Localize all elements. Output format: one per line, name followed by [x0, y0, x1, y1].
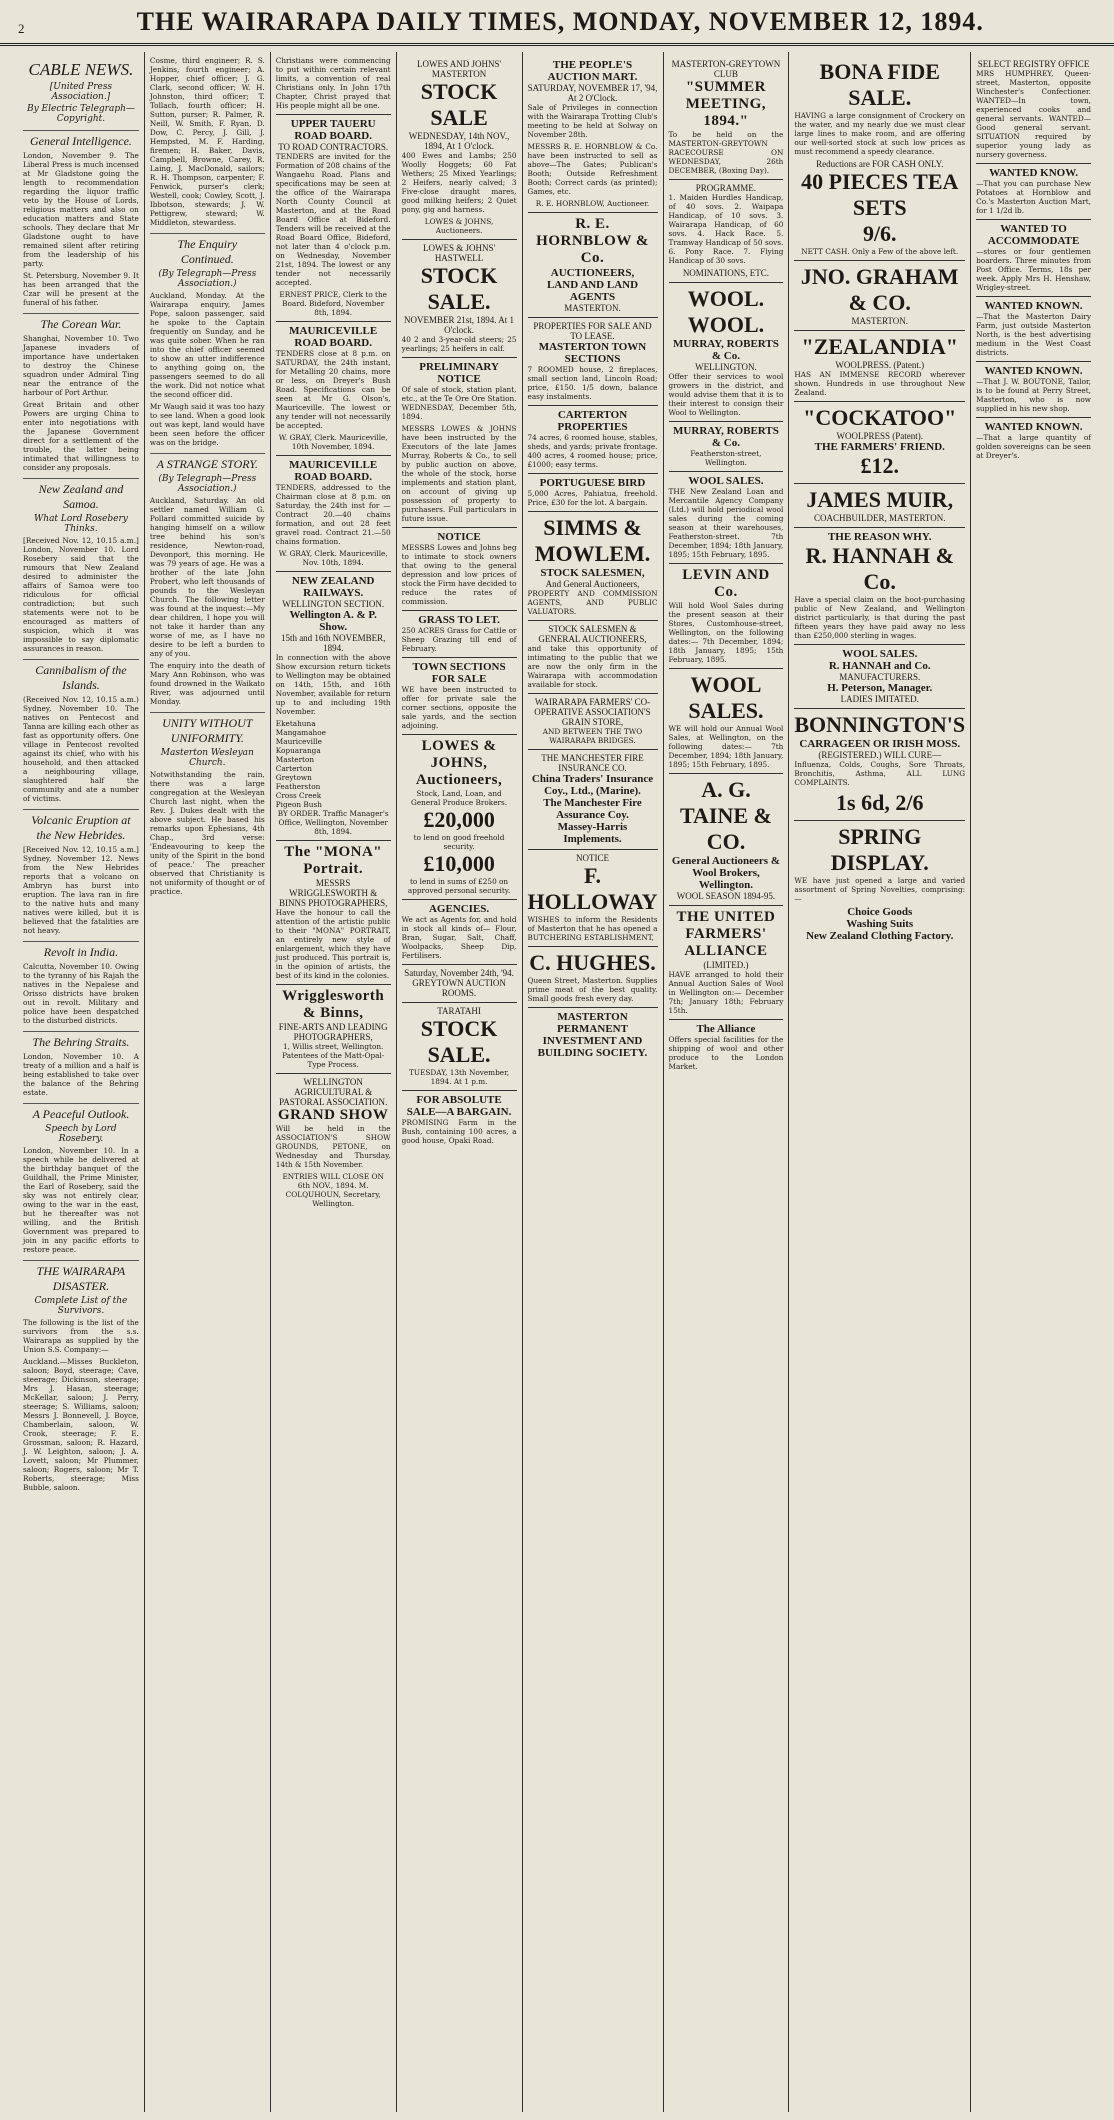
section-heading: A Peaceful Outlook.: [23, 1103, 139, 1122]
article-text: Auckland, Saturday. An old settler named William G. Pollard committed suicide by hanging himself on a willow tree behind his son's residence, Newton-road, Devonport, this morning. He was 79 years of age. He was a brother of the late John Probert, who left thousands of pounds to the Wesleyan Church. The following letter was found at the inquest:—My dear children, I hope you will not take it harder than any worse of me, as I have no desire to be left a burden to any of you.: [149, 496, 265, 658]
ad-text: Influenza, Colds, Coughs, Sore Throats, Bronchitis, Asthma, ALL LUNG COMPLAINTS.: [794, 760, 966, 787]
ad-heading: MAURICEVILLE ROAD BOARD.: [289, 325, 378, 349]
advertisement: [669, 282, 784, 417]
ad-subheading: WOOLPRESS. (Patent.): [835, 360, 925, 370]
advertisement: [528, 620, 658, 689]
ad-text: 250 ACRES Grass for Cattle or Sheep Grazing till end of February.: [401, 626, 517, 653]
ad-heading: WOOL SALES.: [688, 475, 764, 487]
article-text: Auckland, Monday. At the Wairarapa enquiry, James Pope, saloon passenger, said he spoke to the Captain frequently on Sunday, and he was quite sober. When he ran into the chief officer seemed to show an utter indifference to anything going on, the passengers seemed to do all the work. Did not notice what the second officer did.: [149, 291, 265, 399]
advertisement: [669, 421, 784, 467]
advertisement: [794, 483, 965, 523]
ad-subheading: COACHBUILDER, MASTERTON.: [813, 513, 946, 523]
advertisement: [402, 56, 517, 235]
article-text: Christians were commencing to put within certain relevant limits, a convention of real Christians only. In John 17th Chapter, Christ prayed that His people might all be one.: [275, 56, 391, 110]
section-heading: Cannibalism of the Islands.: [23, 659, 139, 693]
ad-text: —That the Masterton Dairy Farm, just outside Masterton North, is the best advertising medium in the West Coast districts.: [976, 312, 1091, 357]
ad-heading: Choice Goods: [847, 906, 913, 918]
article-text: The following is the list of the survivors from the s.s. Wairarapa as supplied by the Union S.S. Company:—: [23, 1318, 139, 1354]
column-5: [522, 52, 663, 2112]
ad-heading: THE REASON WHY.: [827, 531, 932, 543]
advertisement: [669, 563, 784, 664]
advertisement: [528, 212, 658, 313]
ad-heading: THE UNITED FARMERS' ALLIANCE: [676, 909, 776, 959]
ad-subheading: LADIES IMITATED.: [840, 694, 919, 704]
ad-text: HAS AN IMMENSE RECORD wherever shown. Hundreds in use throughout New Zealand.: [794, 370, 966, 397]
article-text: Cosme, third engineer; R. S. Jenkins, fourth engineer; A. Hopper, chief officer; J. G. Clark, second officer; W. H. Johnston, third officer; T. Tollach, fourth officer; H. Sutton, purser; R. Palmer, R. Neill, W. Smith, F. Ryan, D. Dow, C. Percy, J. Gill, J. Hempsted, M. F. Harding, firemen; H. Baker, Davis, Campbell, Browne, Carey, R. Laing, J. MacDonald, sailors; R. H. Thompson, carpenter; F. Fenwick, purser's clerk; Westell, cook; Cowley, Scott, J. Ibbotson, stewards; J. W. Pettigrew, steward; W. Middleton, stewardess.: [149, 56, 265, 227]
ad-subheading: MESSRS WRIGGLESWORTH & BINNS PHOTOGRAPHERS,: [279, 878, 388, 908]
advertisement: [402, 239, 517, 353]
ad-heading: GRAND SHOW: [277, 1107, 389, 1123]
section-subheading: Speech by Lord Rosebery.: [45, 1124, 117, 1144]
columns: [18, 52, 1096, 2112]
ad-heading: NOTICE: [437, 531, 481, 543]
advertisement: [402, 1090, 517, 1145]
ad-headline: C. HUGHES.: [529, 950, 656, 975]
ad-text: 5,000 Acres, Pahiatua, freehold. Price, £30 for the lot. A bargain.: [527, 489, 658, 507]
advertisement: [669, 471, 784, 559]
ad-text: TENDERS, addressed to the Chairman close at 8 p.m. on Saturday, the 24th inst for — Contract 20.—40 chains formation, and out 28 feet gravel road. Contract 21.—50 chains formation.: [275, 483, 391, 546]
advertisement: [276, 1073, 391, 1208]
ad-signature: LOWES & JOHNS, Auctioneers.: [424, 217, 494, 235]
advertisement: [669, 773, 784, 901]
article-text: (Received Nov. 12, 10.15 a.m.) Sydney, November 10. The natives on Pentecost and Tanna are killing each other as fast as opportunity offers. One village in Pentecost revolted against its chief, who with his household, and then attacked a neighbouring village, slaughtered half the community and ate a number of victims.: [23, 695, 139, 803]
ad-signature: R. E. HORNBLOW, Auctioneer.: [535, 199, 650, 208]
section-heading: The Behring Straits.: [23, 1031, 139, 1050]
section-heading: THE WAIRARAPA DISASTER.: [23, 1260, 139, 1294]
ad-headline: A. G. TAINE & CO.: [679, 777, 772, 854]
column-6: [663, 52, 789, 2112]
advertisement: [528, 317, 658, 401]
advertisement: [794, 644, 965, 704]
advertisement: [794, 820, 965, 942]
station-row: Mangamahoe: [275, 728, 326, 737]
article-text: Auckland.—Misses Buckleton, saloon; Boyd, steerage; Cave, steerage; Dickinson, steerage; Mrs J. Hasan, steerage; McKellar, saloon; J. Perry, steerage; S. Williams, saloon; Messrs J. Bonnevell, J. Boyce, Chamberlain, saloon, W. Crook, steerage; F. E. Grossman, saloon; R. Hazard, J. W. Leighton, saloon; J. A. Lovett, saloon; Mr Plummer, saloon; Rogers, saloon; Mr T. Roberts, steerage; Miss Bubble, saloon.: [23, 1357, 139, 1492]
ad-headline: SPRING DISPLAY.: [830, 824, 929, 875]
ad-text: —That a large quantity of golden sovereigns can be seen at Dreyer's.: [976, 433, 1091, 460]
ad-headline: STOCK SALE.: [420, 263, 498, 314]
article-text: London, November 9. The Liberal Press is much incensed at Mr Gladstone going the length to recommendation regarding the liquor traffic veto by the House of Lords, religious matters and also on education matters and State schools. They declare that Mr Gladstone ought to have remained silent after retiring from the leadership of his party.: [23, 151, 139, 268]
ad-text: Offers special facilities for the shipping of wool and other produce to the London Market.: [668, 1035, 784, 1071]
ad-headline: WOOL SALES.: [688, 672, 764, 723]
article-text: Mr Waugh said it was too hazy to see land. When a good look out was kept, land would have been seen before the officer was on the bridge.: [149, 402, 265, 447]
ad-text: Will hold Wool Sales during the present season at their Stores, Customhouse-street, Wellington, on the following dates:— 7th December, 1894; 18th January, 1895; 15th February, 1895.: [668, 601, 784, 664]
column-7: [788, 52, 970, 2112]
ad-subheading: PROPERTIES FOR SALE AND TO LEASE.: [533, 321, 652, 341]
ad-subheading: MASTERTON.: [564, 303, 621, 313]
ad-heading: MASTERTON TOWN SECTIONS: [538, 341, 647, 365]
ad-heading: CARRAGEEN OR IRISH MOSS.: [799, 738, 961, 750]
article-text: Great Britain and other Powers are urging China to enter into negotiations with the Japanese Government direct for a settlement of the trouble, the latter being intimated that willingness to consider any proposals.: [23, 400, 139, 472]
ad-price: 9/6.: [862, 221, 897, 246]
ad-heading: STOCK SALESMEN,: [540, 567, 645, 579]
ad-text: PROPERTY AND COMMISSION AGENTS, AND PUBLIC VALUATORS.: [527, 589, 658, 616]
advertisement: [402, 610, 517, 653]
ad-text: 74 acres, 6 roomed house, stables, sheds, and yards; private frontage. 400 acres, 4 roomed house; price, £1000; easy terms.: [527, 433, 658, 469]
ad-headline: STOCK SALE: [420, 79, 498, 130]
ad-subheading: NOVEMBER 21st, 1894. At 1 O'clock.: [404, 315, 515, 335]
ad-headline: 40 PIECES TEA SETS: [801, 169, 959, 220]
ad-subheading: STOCK SALESMEN & GENERAL AUCTIONEERS,: [538, 624, 647, 644]
ad-subheading: LOWES AND JOHNS': [417, 59, 502, 69]
advertisement: [976, 417, 1091, 460]
advertisement: [669, 179, 784, 278]
ad-text: —That you can purchase New Potatoes at Hornblow and Co.'s Masterton Auction Mart, for 1 1/2d lb.: [976, 179, 1091, 215]
section-subheading: Complete List of the Survivors.: [34, 1296, 128, 1316]
ad-heading: R. E. HORNBLOW & Co.: [536, 216, 649, 266]
ad-heading: TOWN SECTIONS FOR SALE: [412, 661, 506, 685]
page-number: 2: [18, 21, 25, 36]
press-credit: (By Telegraph—Press Association.): [158, 269, 257, 289]
section-heading: UNITY WITHOUT UNIFORMITY.: [150, 712, 265, 746]
ad-heading: New Zealand Clothing Factory.: [806, 930, 954, 942]
ad-heading: THE FARMERS' FRIEND.: [814, 441, 945, 453]
ad-text: TUESDAY, 13th November, 1894. At 1 p.m.: [409, 1068, 510, 1086]
ad-headline: JNO. GRAHAM & CO.: [800, 264, 959, 315]
advertisement: [976, 163, 1091, 215]
ad-heading: MASTERTON PERMANENT INVESTMENT AND BUILDING SOCIETY.: [537, 1011, 648, 1059]
column-8: [970, 52, 1096, 2112]
ad-heading: Washing Suits: [846, 918, 914, 930]
ad-subheading: FINE-ARTS AND LEADING PHOTOGRAPHERS,: [278, 1022, 388, 1042]
article-text: Shanghai, November 10. Two Japanese invaders of importance have undertaken to destroy the Chinese squadron under Admiral Ting near the entrance of the harbour of Port Arthur.: [23, 334, 139, 397]
ad-text: MESSRS LOWES & JOHNS have been instructed by the Executors of the late James Murray, Roberts & Co., to sell by public auction on above, the whole of the stock, horse implements and station plant, on account of giving up possession of property to purchasers. Full particulars in future issue.: [401, 424, 517, 523]
section-heading: Revolt in India.: [23, 941, 139, 960]
advertisement: [276, 321, 391, 451]
ad-heading: LAND AND LAND AGENTS: [546, 279, 639, 303]
ad-subheading: NOTICE: [576, 853, 609, 863]
ad-subheading: 15th and 16th NOVEMBER, 1894.: [280, 633, 386, 653]
section-heading: The Enquiry Continued.: [150, 233, 265, 267]
ad-subheading: WOOLPRESS (Patent).: [836, 431, 923, 441]
column-1: [18, 52, 144, 2112]
advertisement: [976, 361, 1091, 413]
advertisement: [794, 708, 965, 816]
column-2: [144, 52, 270, 2112]
station-list: [276, 719, 391, 809]
ad-text: Stock, Land, Loan, and General Produce Brokers.: [411, 789, 508, 807]
article-text: London, November 10. A treaty of a million and a half is being established to take over the balance of the Behring estate.: [23, 1052, 139, 1097]
station-row: Featherston: [275, 782, 321, 791]
advertisement: [402, 357, 517, 523]
ad-text: Will be held in the ASSOCIATION'S SHOW GROUNDS, PETONE, on Wednesday and Thursday, 14th & 15th November.: [275, 1124, 391, 1169]
ad-subheading: SELECT REGISTRY OFFICE: [977, 59, 1090, 69]
station-row: Greytown: [275, 773, 312, 782]
ad-text: 400 Ewes and Lambs; 250 Woolly Hoggets; 60 Fat Wethers; 25 Mixed Yearlings; 2 Heifers, nearly calved; 3 Five-close draught mares, good milking heifers; 2 Quiet pony, gig and harness.: [401, 151, 517, 214]
article-text: London, November 10. In a speech while he delivered at the birthday banquet of the Guildhall, the Prime Minister, the Earl of Rosebery, said the sky was not entirely clear, owing to the war in the east, but he thereafter was not willing, and the British Government was prepared to join in any pacific efforts to restore peace.: [23, 1146, 139, 1254]
ad-heading: General Auctioneers & Wool Brokers, Wellington.: [671, 855, 781, 891]
ad-text: —That J. W. BOUTONE, Tailor, is to be found at Perry Street, Masterton, who is now supplied in his new shop.: [976, 377, 1091, 413]
section-heading: General Intelligence.: [23, 130, 139, 149]
ad-heading: WANTED KNOWN.: [984, 365, 1083, 377]
ad-text: and take this opportunity of intimating to the public that we are now the only firm in the Wairarapa with accommodation available for stock.: [527, 644, 658, 689]
ad-heading: CARTERTON PROPERTIES: [557, 409, 628, 433]
ad-subheading: MASTERTON-GREYTOWN CLUB: [671, 59, 781, 79]
ad-heading: PRELIMINARY NOTICE: [419, 361, 499, 385]
column-4: [396, 52, 522, 2112]
press-credit: [United Press Association.]: [49, 82, 113, 102]
advertisement: [669, 56, 784, 175]
ad-subheading: TARATAHI: [437, 1006, 481, 1016]
ad-subheading: SATURDAY, NOVEMBER 17, '94, At 2 O'Clock.: [527, 83, 658, 103]
ad-text: TENDERS close at 8 p.m. on SATURDAY, the 24th instant, for Metalling 20 chains, more or less, on Dreyer's Bush Road. Specifications can be seen at Mr G. Olson's, Mauriceville. The lowest or any tender will not necessarily be accepted.: [275, 349, 391, 430]
ad-subheading: THE MANCHESTER FIRE INSURANCE CO.: [541, 753, 644, 773]
ad-subheading: And General Auctioneers,: [545, 579, 640, 589]
advertisement: [669, 668, 784, 769]
ad-headline: "ZEALANDIA": [801, 334, 958, 359]
advertisement: [794, 401, 965, 479]
ad-heading: WOOL SALES.: [842, 648, 918, 660]
ad-signature: BY ORDER. Traffic Manager's Office, Wellington, November 8th, 1894.: [277, 809, 389, 836]
ad-text: PROMISING Farm in the Bush, containing 100 acres, a good house, Opaki Road.: [401, 1118, 517, 1145]
ad-text: Queen Street, Masterton. Supplies prime meat of the best quality. Small goods fresh every day.: [527, 976, 658, 1003]
ad-subheading: WELLINGTON.: [695, 362, 757, 372]
advertisement: [402, 734, 517, 895]
article-text: [Received Nov. 12, 10.15 a.m.] Sydney, November 12. News from the New Hebrides reports that a volcano on Ambryn has burst into eruption. The lava ran in fire to the native huts and many natives were killed, but it is believed that the fatalities are not heavy.: [23, 845, 139, 935]
ad-headline: £10,000: [423, 851, 495, 876]
ad-text: WISHES to inform the Residents of Masterton that he has opened a BUTCHERING ESTABLISHMENT,: [527, 915, 658, 942]
ad-text: Featherston-street, Wellington.: [690, 449, 762, 467]
article-text: The enquiry into the death of Mary Ann Robinson, who was found drowned in the Waikato River, was adjourned until Monday.: [149, 661, 265, 706]
advertisement: [528, 749, 658, 845]
ad-heading: NEW ZEALAND RAILWAYS.: [291, 575, 375, 599]
ad-heading: UPPER TAUERU ROAD BOARD.: [290, 118, 376, 142]
ad-text: Sale of Privileges in connection with the Wairarapa Trotting Club's meeting to be held at Solway on November 28th.: [527, 103, 658, 139]
ad-text: WE will hold our Annual Wool Sales, at Wellington, on the following dates:— 7th December, 1894; 18th January, 1895; 15th February, 1895.: [668, 724, 784, 769]
advertisement: [276, 840, 391, 980]
ad-heading: The Alliance: [696, 1023, 756, 1035]
section-subheading: Masterton Wesleyan Church.: [160, 748, 254, 768]
ad-text: THE New Zealand Loan and Mercantile Agency Company (Ltd.) will hold periodical wool sales during the coming season at their warehouses, Featherston-street. 7th December, 1894; 18th January, 1895; 15th February, 1895.: [668, 487, 784, 559]
railway-advertisement: [276, 571, 391, 836]
press-credit: (By Telegraph—Press Association.): [158, 474, 257, 494]
section-heading: The Corean War.: [23, 313, 139, 332]
ad-heading: AGENCIES.: [428, 903, 490, 915]
ad-subheading: PROGRAMME.: [695, 183, 757, 193]
advertisement: [276, 114, 391, 317]
ad-headline: WOOL. WOOL.: [687, 286, 765, 337]
ad-subheading: Reductions are FOR CASH ONLY.: [816, 159, 944, 169]
ad-heading: Wrigglesworth & Binns,: [282, 988, 385, 1021]
ad-headline: R. HANNAH & Co.: [805, 543, 954, 594]
ad-signature: W. GRAY, Clerk. Mauriceville, 10th November, 1894.: [278, 433, 388, 451]
ad-subheading: WELLINGTON AGRICULTURAL & PASTORAL ASSOCIATION.: [279, 1077, 388, 1107]
article-text: Calcutta, November 10. Owing to the tyranny of his Rajah the natives in the Nepalese and Orisso districts have broken out in revolt. Military and police have been despatched to the disturbed districts.: [23, 962, 139, 1025]
ad-heading: Wellington A. & P. Show.: [289, 609, 377, 633]
advertisement: [402, 657, 517, 730]
ad-text: HAVE arranged to hold their Annual Auction Sales of Wool in Wellington on:— December 7th; January 18th; February 15th.: [668, 970, 784, 1015]
ad-subheading: MANUFACTURERS.: [839, 672, 921, 682]
ad-text: to lend in sums of £250 on approved personal security.: [407, 877, 511, 895]
ad-subheading: LOWES & JOHNS' HASTWELL: [423, 243, 496, 263]
ad-text: to lend on good freehold security.: [413, 833, 505, 851]
ad-heading: GRASS TO LET.: [418, 614, 500, 626]
article-text: St. Petersburg, November 9. It has been arranged that the Czar will be present at the funeral of his father.: [23, 271, 139, 307]
ad-heading: AUCTIONEERS,: [550, 267, 635, 279]
ad-text: To be held on the MASTERTON-GREYTOWN RACECOURSE ON WEDNESDAY, 26th DECEMBER, (Boxing Day).: [668, 130, 784, 175]
ad-heading: R. HANNAH and Co.: [828, 660, 931, 672]
ad-heading: FOR ABSOLUTE SALE—A BARGAIN.: [406, 1094, 512, 1118]
ad-heading: WANTED TO ACCOMMODATE: [987, 223, 1080, 247]
section-heading: Volcanic Eruption at the New Hebrides.: [23, 809, 139, 843]
ad-text: Offer their services to wool growers in the district, and would advise them that it is to their interest to consign their Wool to Wellington.: [668, 372, 784, 417]
masthead: [0, 0, 1114, 46]
ad-subheading: NOMINATIONS, ETC.: [682, 268, 770, 278]
ad-subheading: WOOL SEASON 1894-95.: [676, 891, 776, 901]
advertisement: [976, 219, 1091, 292]
section-heading: New Zealand and Samoa.: [23, 478, 139, 512]
ad-headline: SIMMS & MOWLEM.: [534, 515, 651, 566]
advertisement: [794, 527, 965, 640]
ad-heading: WANTED KNOWN.: [984, 300, 1083, 312]
ad-heading: WANTED KNOW.: [989, 167, 1078, 179]
advertisement: [669, 905, 784, 1015]
advertisement: [976, 296, 1091, 357]
ad-subheading: MASTERTON.: [851, 316, 909, 326]
ad-subheading: Saturday, November 24th, '94. GREYTOWN AUCTION ROOMS.: [404, 968, 514, 998]
ad-text: NETT CASH. Only a Few of the above left.: [801, 247, 959, 256]
station-row: Eketahuna: [275, 719, 316, 728]
station-row: Masterton: [275, 755, 315, 764]
column-3: [270, 52, 396, 2112]
ad-headline: BONA FIDE SALE.: [819, 59, 940, 110]
station-row: Mauriceville: [275, 737, 322, 746]
ad-signature: ERNEST PRICE, Clerk to the Board. Bideford, November 8th, 1894.: [279, 290, 387, 317]
ad-subheading: (LIMITED.): [703, 960, 749, 970]
section-subheading: What Lord Rosebery Thinks.: [34, 514, 128, 534]
ad-text: 1, Willis street, Wellington. Patentees of the Matt-Opal-Type Process.: [282, 1042, 385, 1069]
ad-price: £12.: [860, 453, 899, 478]
ad-heading: MURRAY, ROBERTS & Co.: [673, 338, 779, 362]
ad-heading: MURRAY, ROBERTS & Co.: [673, 425, 779, 449]
ad-text: 40 2 and 3-year-old steers; 25 yearlings; 25 heifers in calf.: [401, 335, 517, 353]
advertisement: [276, 455, 391, 567]
ad-heading: MAURICEVILLE ROAD BOARD.: [289, 459, 378, 483]
ad-price: 1s 6d, 2/6: [836, 790, 924, 815]
advertisement: [528, 511, 658, 616]
advertisement: [794, 330, 965, 397]
article-text: Notwithstanding the rain, there was a large congregation at the Wesleyan Church last night, when the Rev. J. Dukes dealt with the above subject. He based his remarks upon Ephesians, 4th Chap., 3rd verse: 'Endeavouring to keep the unity of the Spirit in the bond of peace.' The preacher observed that Christianity is not uniformity of thought or of practice.: [149, 770, 265, 896]
ad-text: WE have just opened a large and varied assortment of Spring Novelties, comprising:—: [794, 876, 966, 903]
article-text: [Received Nov. 12, 10.15 a.m.] London, November 10. Lord Rosebery said that the rumours that New Zealand desired to administer the affairs of Samoa were too ridiculous for official contradiction; but such statements were not to be encouraged as matters of suspicion, which it was impossible to say diplomatic assurances in reason.: [23, 536, 139, 653]
ad-headline: STOCK SALE.: [420, 1016, 498, 1067]
ad-subheading: WELLINGTON SECTION.: [282, 599, 385, 609]
ad-subheading: MASTERTON: [431, 69, 487, 79]
ad-heading: Massey-Harris Implements.: [557, 821, 628, 845]
advertisement: [528, 56, 658, 208]
ad-heading: The Manchester Fire Assurance Coy.: [543, 797, 642, 821]
ad-heading: H. Peterson, Manager.: [827, 682, 933, 694]
ad-headline: BONNINGTON'S: [794, 712, 966, 737]
newspaper-title: THE WAIRARAPA DAILY TIMES, MONDAY, NOVEMBER 12, 1894.: [136, 7, 984, 36]
advertisement: [669, 1019, 784, 1071]
ad-heading: THE PEOPLE'S AUCTION MART.: [547, 59, 638, 83]
ad-text: 1. Maiden Hurdles Handicap, of 40 sovs. 2. Waipapa Handicap, of 10 sovs. 3. Wairarapa Handicap, of 60 sovs. 4. Hack Race. 5. Tramway Handicap of 50 sovs. 6. Pony Race. 7. Flying Handicap of 30 sovs.: [668, 193, 784, 265]
advertisement: [276, 984, 391, 1069]
ad-headline: F. HOLLOWAY: [527, 863, 658, 914]
ad-text: 7 ROOMED house, 2 fireplaces, small section land, Lincoln Road; price, £150. 1/5 down, balance easy instalments.: [527, 365, 658, 401]
advertisement: [528, 473, 658, 507]
ad-text: WE have been instructed to offer for private sale the corner sections, opposite the sale yards, and the section adjoining.: [401, 685, 517, 730]
ad-subheading: WAIRARAPA FARMERS' CO-OPERATIVE ASSOCIATION'S GRAIN STORE,: [534, 697, 651, 727]
ad-headline: £20,000: [423, 807, 495, 832]
ad-subheading: TO ROAD CONTRACTORS.: [278, 142, 389, 152]
ad-text: Of sale of stock, station plant, etc., at the Te Ore Ore Station. WEDNESDAY, December 5th, 1894.: [401, 385, 517, 421]
ad-text: MRS HUMPHREY, Queen-street, Masterton, opposite Winchester's Confectioner. WANTED—In town, experienced cooks and general servants. WANTED—Good general servant. SITUATION required by superior young lady as nursery governess.: [976, 69, 1091, 159]
ad-heading: LOWES & JOHNS, Auctioneers,: [415, 738, 503, 788]
ad-headline: JAMES MUIR,: [806, 487, 954, 512]
advertisement: [528, 1007, 658, 1059]
ad-headline: "COCKATOO": [803, 405, 957, 430]
ad-subheading: (REGISTERED.) WILL CURE—: [818, 750, 942, 760]
advertisement: [528, 849, 658, 942]
ad-heading: The "MONA" Portrait.: [284, 844, 383, 877]
ad-heading: China Traders' Insurance Coy., Ltd., (Marine).: [531, 773, 654, 797]
section-heading: A STRANGE STORY.: [150, 453, 265, 472]
ad-text: In connection with the above Show excursion return tickets to Wellington may be obtained on 14th, 15th, and 16th November, available for return up to and including 19th November.: [275, 653, 391, 716]
advertisement: [528, 405, 658, 469]
station-row: Kopuaranga: [275, 746, 321, 755]
advertisement: [528, 946, 658, 1003]
ad-heading: WANTED KNOWN.: [984, 421, 1083, 433]
station-row: Cross Creek: [275, 791, 322, 800]
ad-text: We act as Agents for, and hold in stock all kinds of— Flour, Bran, Sugar, Salt, Chaff, Woolpacks, Sheep Dip, Fertilisers.: [401, 915, 517, 960]
advertisement: [402, 899, 517, 960]
station-row: Carterton: [275, 764, 312, 773]
ad-text: HAVING a large consignment of Crockery on the water, and my nearly due we must clear large lines to make room, and are offering our well-sorted stock at such low prices as must recommend a speedy clearance.: [794, 111, 966, 156]
ad-text: MESSRS R. E. HORNBLOW & Co. have been instructed to sell as above—The Gates; Publican's Booth; Outside Refreshment Booth; Correct cards (as printed); Games, etc.: [527, 142, 658, 196]
ad-text: —stores or four gentlemen boarders. Three minutes from Post Office. Terms, 18s per week. Apply Mrs H. Henshaw, Wrigley-street.: [976, 247, 1091, 292]
ad-text: AND BETWEEN THE TWO WAIRARAPA BRIDGES.: [542, 727, 643, 745]
station-row: Pigeon Bush: [275, 800, 322, 809]
advertisement: [528, 693, 658, 745]
ad-text: Have a special claim on the boot-purchasing public of New Zealand, and Wellington district particularly, is that during the past fifteen years they have paid away no less than £250,000 sterling in wages.: [794, 595, 966, 640]
ad-text: MESSRS Lowes and Johns beg to intimate to stock owners that owing to the general depression and low prices of stock the Firm have decided to reduce the rates of commission.: [401, 543, 517, 606]
ad-text: Have the honour to call the attention of the artistic public to their "MONA" PORTRAIT, an entirely new style of enlargement, which they have just produced. This portrait is, in the opinion of artists, the best of its kind in the colonies.: [275, 908, 391, 980]
ad-signature: W. GRAY, Clerk. Mauriceville, Nov. 10th, 1894.: [278, 549, 388, 567]
ad-signature: ENTRIES WILL CLOSE ON 6th NOV., 1894. M. COLQUHOUN, Secretary, Wellington.: [282, 1172, 384, 1208]
ad-heading: PORTUGUESE BIRD: [539, 477, 646, 489]
advertisement: [402, 527, 517, 606]
advertisement: [402, 964, 517, 998]
ad-subheading: WEDNESDAY, 14th NOV., 1894, At 1 O'clock.: [408, 131, 510, 151]
ad-text: TENDERS are invited for the Formation of 208 chains of the Wangaehu Road. Plans and specifications may be seen at the office of the Wairarapa North County Council at Masterton, and at the Road Board Office at Bideford. Tenders will be received at the Road Board Office, Bideford, not later than 4 o'clock p.m. on Wednesday, November 21st, 1894. The lowest or any tender not necessarily accepted.: [275, 152, 391, 287]
copyright-line: By Electric Telegraph—Copyright.: [26, 104, 135, 124]
ad-heading: LEVIN AND Co.: [682, 567, 770, 600]
advertisement: [794, 56, 965, 256]
advertisement: [976, 56, 1091, 159]
advertisement: [794, 260, 965, 326]
ad-heading: "SUMMER MEETING, 1894.": [685, 79, 767, 129]
cable-news-heading: CABLE NEWS.: [28, 60, 134, 79]
advertisement: [402, 1002, 517, 1086]
